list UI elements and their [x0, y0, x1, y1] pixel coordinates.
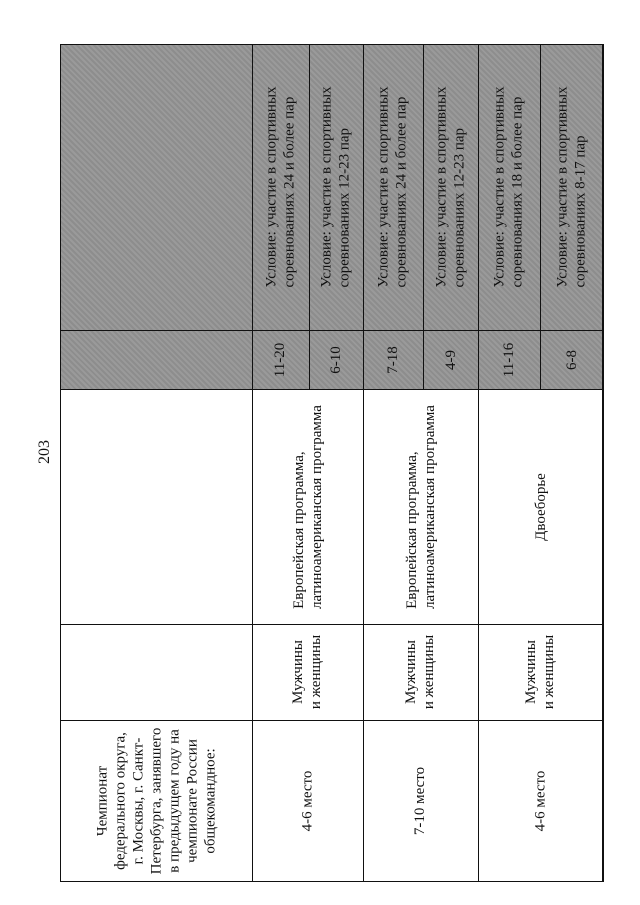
- program-cell: [478, 389, 603, 624]
- header-cell-line: г. Москвы, г. Санкт-: [130, 737, 146, 865]
- table-grid: [60, 44, 603, 882]
- condition-cell-text: [433, 86, 469, 287]
- condition-cell-line: соревнованиях 12-23 пар: [337, 127, 353, 288]
- place-cell-text: [298, 771, 316, 832]
- program-cell-line: Двоеборье: [532, 472, 549, 541]
- condition-cell: [540, 44, 603, 330]
- condition-cell-line: Условие: участие в спортивных: [433, 86, 450, 288]
- range-cell: [540, 330, 603, 389]
- rotated-table: [60, 44, 603, 882]
- place-cell-line: 4-6 место: [299, 770, 316, 832]
- header-cell-line: Чемпионат: [94, 765, 110, 837]
- gender-cell-text: [523, 635, 559, 709]
- gender-cell-line: и женщины: [541, 634, 558, 710]
- header-cell-line: общекомандное:: [202, 748, 218, 854]
- condition-cell-text: [263, 86, 299, 287]
- condition-cell-text: [491, 86, 527, 287]
- header-cell-line: федерального округа,: [112, 732, 128, 870]
- gender-cell-line: и женщины: [421, 634, 438, 710]
- header-cell-line: в предыдущем году на: [166, 729, 182, 873]
- range-cell: [423, 330, 478, 389]
- range-cell-line: 11-20: [272, 342, 289, 377]
- header-cell-text: [93, 728, 219, 875]
- condition-cell-line: Условие: участие в спортивных: [376, 86, 392, 288]
- program-cell-line: латиноамериканская программа: [308, 404, 325, 609]
- range-cell-text: [442, 350, 460, 370]
- condition-cell-text: [375, 86, 411, 287]
- range-cell-text: [563, 350, 581, 370]
- condition-cell: [309, 44, 363, 330]
- place-cell: [252, 720, 363, 882]
- place-cell: [363, 720, 478, 882]
- gender-cell-line: Мужчины: [403, 640, 420, 704]
- gender-cell: [478, 624, 603, 720]
- condition-cell-line: Условие: участие в спортивных: [319, 86, 335, 288]
- condition-cell-text: [318, 86, 354, 287]
- range-cell-text: [384, 346, 402, 374]
- range-cell-line: 11-16: [500, 342, 517, 377]
- header-cell: [60, 720, 252, 882]
- place-cell-text: [531, 771, 549, 832]
- condition-cell-line: соревнованиях 18 и более пар: [510, 96, 526, 288]
- header-cell-line: Петербурга, занявшего: [148, 727, 164, 875]
- program-cell-text: [532, 473, 550, 541]
- page-number: 203: [36, 440, 53, 464]
- condition-cell-line: соревнованиях 24 и более пар: [281, 96, 298, 288]
- condition-cell: [423, 44, 478, 330]
- place-cell-line: 7-10 место: [412, 766, 429, 836]
- range-cell-text: [500, 342, 518, 376]
- gender-cell: [363, 624, 478, 720]
- range-cell: [363, 330, 423, 389]
- condition-cell: [478, 44, 540, 330]
- place-cell: [478, 720, 603, 882]
- range-cell: [478, 330, 540, 389]
- condition-cell-line: Условие: участие в спортивных: [554, 86, 571, 288]
- gender-cell-line: и женщины: [308, 634, 325, 710]
- program-cell-line: латиноамериканская программа: [421, 404, 438, 609]
- range-cell: [309, 330, 363, 389]
- range-cell: [252, 330, 309, 389]
- gender-cell-text: [290, 635, 326, 709]
- condition-cell-line: Условие: участие в спортивных: [492, 86, 508, 288]
- range-cell-line: 7-18: [385, 345, 401, 374]
- condition-cell-line: соревнованиях 24 и более пар: [394, 96, 410, 288]
- program-cell: [252, 389, 363, 624]
- gender-cell-text: [403, 635, 439, 709]
- program-cell-text: [403, 405, 439, 609]
- program-cell-line: Европейская программа,: [403, 450, 420, 609]
- place-cell-text: [411, 767, 429, 835]
- gender-cell-line: Мужчины: [523, 640, 540, 704]
- condition-cell-line: Условие: участие в спортивных: [263, 86, 280, 288]
- program-cell-text: [290, 405, 326, 609]
- range-cell-line: 6-8: [563, 349, 580, 370]
- condition-cell: [363, 44, 423, 330]
- table-border: [60, 389, 252, 390]
- range-cell-text: [327, 346, 345, 374]
- place-cell-line: 4-6 место: [532, 770, 549, 832]
- range-cell-text: [271, 342, 289, 376]
- table-border: [603, 44, 604, 882]
- program-cell: [363, 389, 478, 624]
- condition-cell: [252, 44, 309, 330]
- program-cell-line: Европейская программа,: [290, 450, 307, 609]
- header-cell-line: чемпионате России: [184, 739, 200, 863]
- gender-cell-line: Мужчины: [290, 640, 307, 704]
- condition-cell-line: соревнованиях 8-17 пар: [572, 135, 589, 288]
- condition-cell-text: [554, 86, 590, 287]
- range-cell-line: 4-9: [442, 349, 459, 370]
- shaded-region: [60, 44, 252, 389]
- gender-cell: [252, 624, 363, 720]
- range-cell-line: 6-10: [328, 345, 344, 374]
- condition-cell-line: соревнованиях 12-23 пар: [451, 127, 468, 288]
